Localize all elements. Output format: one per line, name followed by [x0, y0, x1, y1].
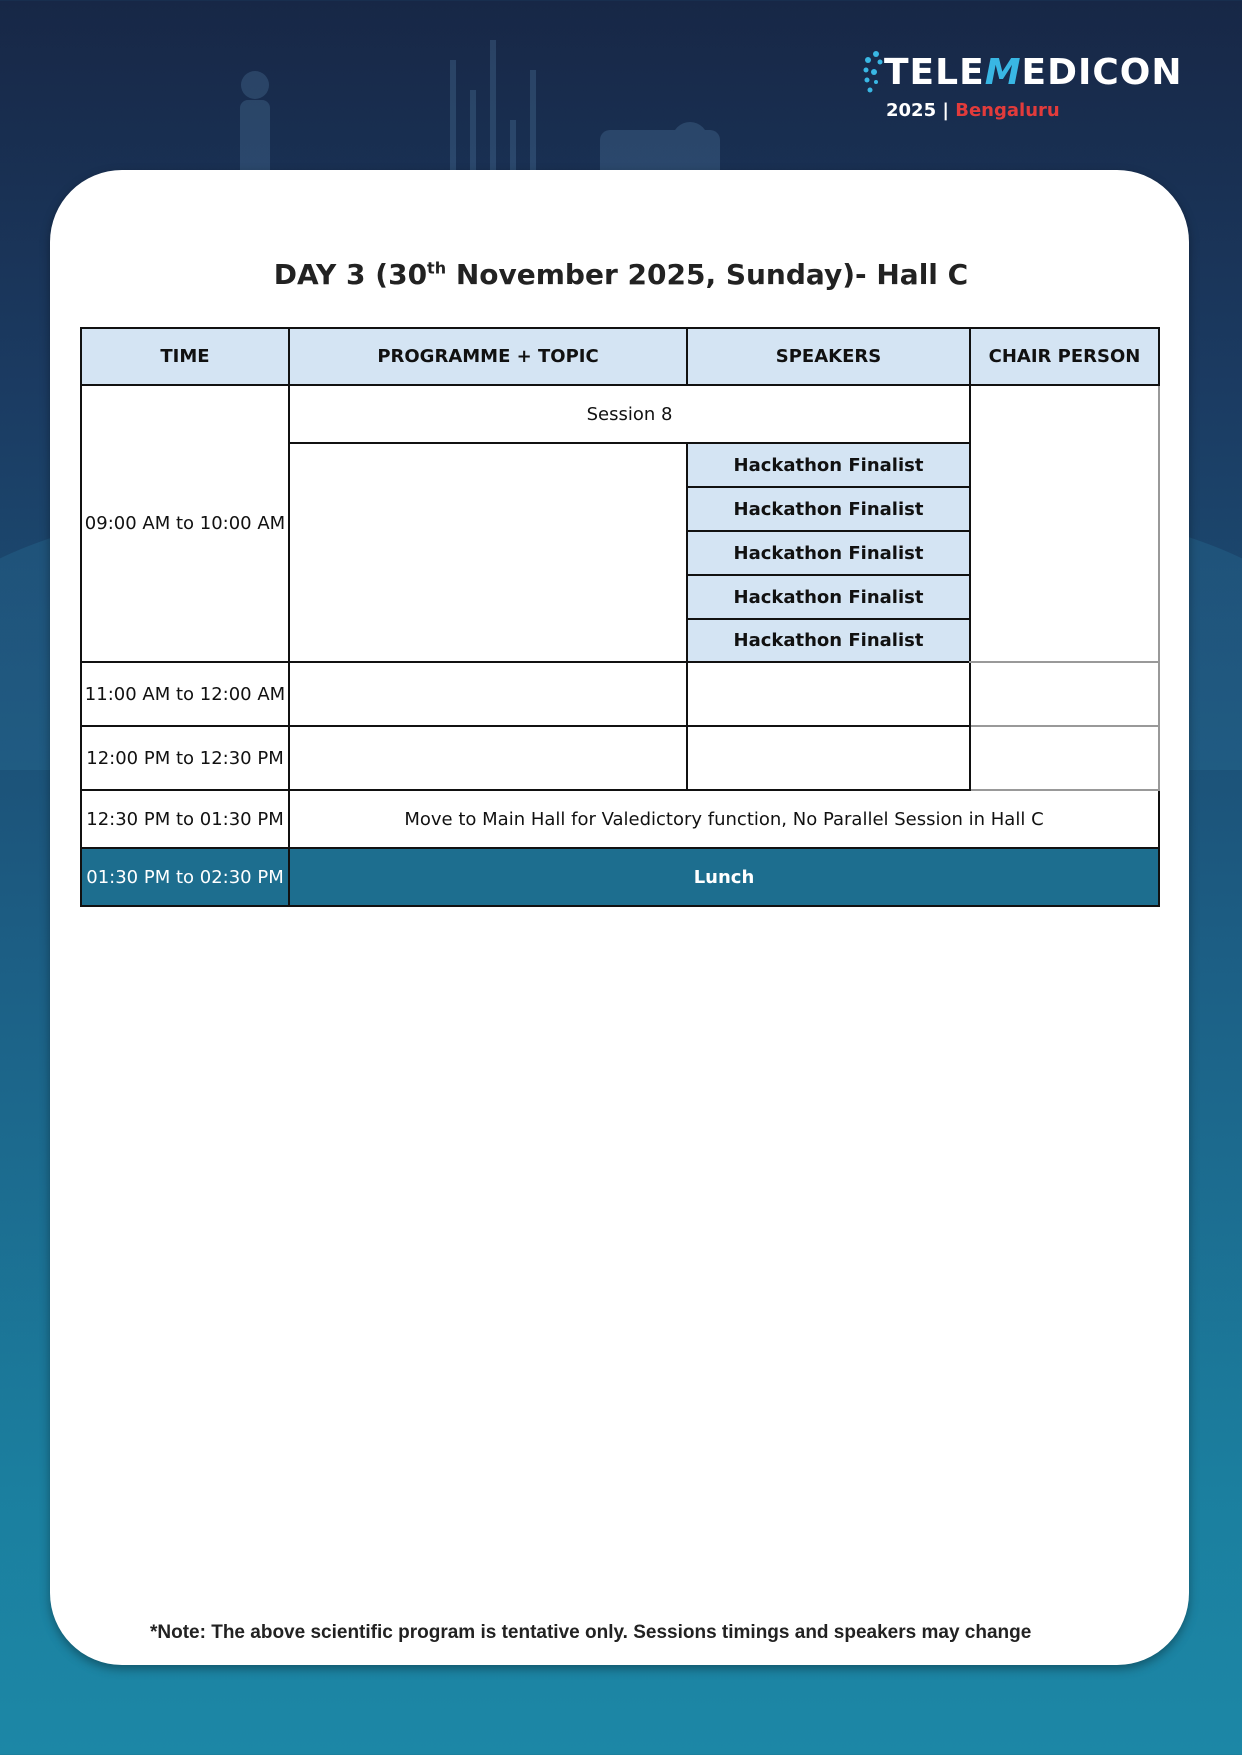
topic-cell — [289, 443, 687, 662]
topic-cell — [289, 726, 687, 790]
time-cell: 09:00 AM to 10:00 AM — [81, 385, 289, 662]
logo-wordmark: TELEMEDICON — [884, 52, 1183, 93]
telemedicon-logo — [862, 46, 1183, 126]
session-label: Session 8 — [289, 385, 970, 443]
table-row — [81, 385, 1159, 443]
time-cell: 11:00 AM to 12:00 AM — [81, 662, 289, 726]
lunch-row — [81, 848, 1159, 906]
header-chair-person: CHAIR PERSON — [970, 328, 1159, 385]
schedule-table — [80, 327, 1160, 907]
header-speakers: SPEAKERS — [687, 328, 970, 385]
speaker-cell: Hackathon Finalist — [687, 575, 970, 619]
valedictory-notice: Move to Main Hall for Valedictory function, No Parallel Session in Hall C — [289, 790, 1159, 848]
speaker-cell: Hackathon Finalist — [687, 487, 970, 531]
time-cell: 01:30 PM to 02:30 PM — [81, 848, 289, 906]
table-row — [81, 726, 1159, 790]
speaker-cell: Hackathon Finalist — [687, 619, 970, 662]
topic-cell — [289, 662, 687, 726]
speaker-cell: Hackathon Finalist — [687, 443, 970, 487]
logo-subtitle: 2025 | Bengaluru — [886, 100, 1060, 121]
table-header-row — [81, 328, 1159, 385]
lunch-label: Lunch — [289, 848, 1159, 906]
chair-cell — [970, 726, 1159, 790]
chair-cell — [970, 662, 1159, 726]
table-row — [81, 790, 1159, 848]
time-cell: 12:30 PM to 01:30 PM — [81, 790, 289, 848]
header-programme-topic: PROGRAMME + TOPIC — [289, 328, 687, 385]
speaker-cell — [687, 662, 970, 726]
disclaimer-note: *Note: The above scientific program is tentative only. Sessions timings and speakers may change — [150, 1622, 1032, 1643]
table-row — [81, 662, 1159, 726]
time-cell: 12:00 PM to 12:30 PM — [81, 726, 289, 790]
chair-cell — [970, 385, 1159, 662]
page-title: DAY 3 (30th November 2025, Sunday)- Hall C — [273, 258, 969, 291]
speaker-cell — [687, 726, 970, 790]
header-time: TIME — [81, 328, 289, 385]
speaker-cell: Hackathon Finalist — [687, 531, 970, 575]
